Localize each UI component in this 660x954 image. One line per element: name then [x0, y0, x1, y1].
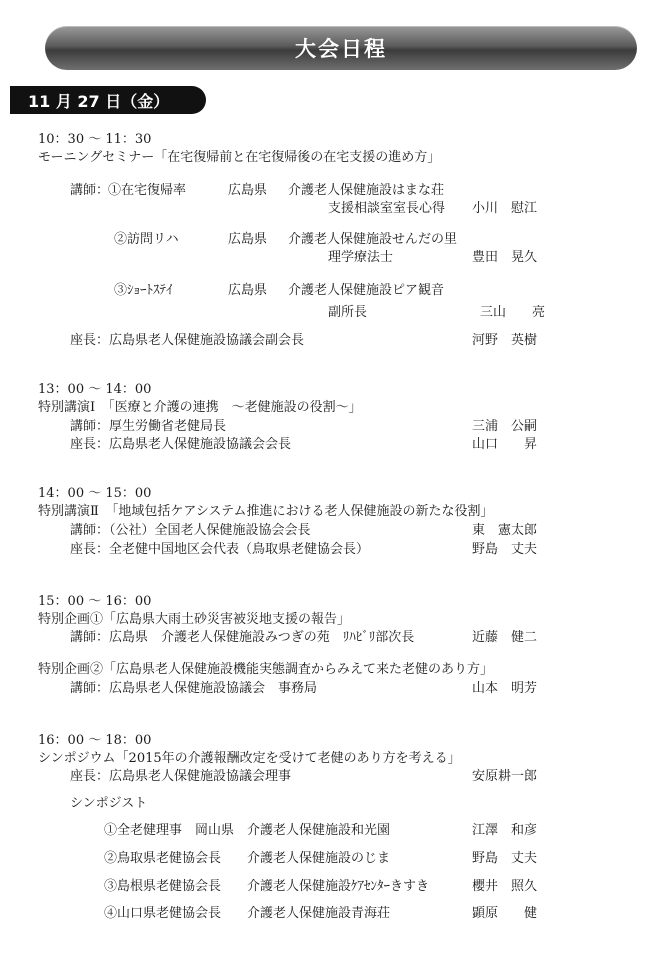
session1-lecturer3-org: 介護老人保健施設ピア観音 — [288, 283, 445, 298]
session1-lecturer2-name: 豊田 晃久 — [472, 250, 538, 265]
session1-chair: 座長：広島県老人保健施設協議会副会長 — [70, 333, 305, 348]
session1-lecturer1-role: 支援相談室室長心得 — [328, 201, 446, 216]
panelist-2: ②鳥取県老健協会長 介護老人保健施設のじま — [104, 851, 391, 866]
panelist-4-name: 顕原 健 — [472, 906, 538, 921]
session1-lecturer1-name: 小川 慰江 — [472, 201, 538, 216]
session5-chair: 座長：広島県老人保健施設協議会理事 — [70, 769, 292, 784]
session2-chair: 座長：広島県老人保健施設協議会会長 — [70, 437, 292, 452]
session1-lecturer3-name: 三山 亮 — [480, 305, 546, 320]
session2-title: 特別講演Ⅰ 「医療と介護の連携 〜老健施設の役割〜」 — [38, 400, 362, 415]
session3-chair-name: 野島 丈夫 — [472, 542, 538, 557]
session4-title2: 特別企画②「広島県老人保健施設機能実態調査からみえて来た老健のあり方」 — [38, 662, 494, 677]
session3-title: 特別講演Ⅱ 「地域包括ケアシステム推進における老人保健施設の新たな役割」 — [38, 504, 494, 519]
session3-lecturer: 講師：（公社）全国老人保健施設協会会長 — [70, 523, 311, 538]
session3-chair: 座長：全老健中国地区会代表（鳥取県老健協会長） — [70, 542, 370, 557]
session1-lecturer3-topic: ③ｼｮｰﾄｽﾃｲ — [114, 283, 173, 298]
session4-time: 15：00 〜 16：00 — [38, 594, 152, 609]
session1-title: モーニングセミナー「在宅復帰前と在宅復帰後の在宅支援の進め方」 — [38, 150, 441, 165]
session3-lecturer-name: 東 憲太郎 — [472, 523, 538, 538]
session2-chair-name: 山口 昇 — [472, 437, 538, 452]
session1-lecturer3-pref: 広島県 — [228, 283, 268, 298]
session5-title: シンポジウム「2015年の介護報酬改定を受けて老健のあり方を考える」 — [38, 751, 461, 766]
session2-lecturer: 講師：厚生労働省老健局長 — [70, 419, 227, 434]
date-label: 11 月 27 日（金） — [28, 92, 170, 111]
session1-lecturer2-topic: ②訪問リハ — [114, 232, 179, 247]
panelist-1-name: 江澤 和彦 — [472, 823, 538, 838]
session1-lecturer2-pref: 広島県 — [228, 232, 268, 247]
panelist-4: ④山口県老健協会長 介護老人保健施設青海荘 — [104, 906, 391, 921]
session1-lecturer1-topic: ①在宅復帰率 — [108, 183, 187, 198]
schedule-banner — [45, 26, 637, 70]
panelist-1: ①全老健理事 岡山県 介護老人保健施設和光園 — [104, 823, 391, 838]
session3-time: 14：00 〜 15：00 — [38, 486, 152, 501]
session4-lecturer2-name: 山本 明芳 — [472, 681, 538, 696]
panelist-2-name: 野島 丈夫 — [472, 851, 538, 866]
session1-lecturer2-org: 介護老人保健施設せんだの里 — [288, 232, 458, 247]
session2-time: 13：00 〜 14：00 — [38, 382, 152, 397]
session1-lecturer-prefix: 講師： — [70, 183, 110, 198]
panelists-heading: シンポジスト — [70, 796, 148, 811]
session4-lecturer-name: 近藤 健二 — [472, 630, 538, 645]
session4-lecturer2: 講師：広島県老人保健施設協議会 事務局 — [70, 681, 318, 696]
panelist-3-name: 櫻井 照久 — [472, 879, 538, 894]
session1-time: 10：30 〜 11：30 — [38, 132, 152, 147]
panelist-3: ③島根県老健協会長 介護老人保健施設ｹｱｾﾝﾀｰきすき — [104, 879, 430, 894]
session4-lecturer: 講師：広島県 介護老人保健施設みつぎの苑 ﾘﾊﾋﾞﾘ部次長 — [70, 630, 415, 645]
page-title: 大会日程 — [295, 37, 387, 61]
date-tab — [10, 86, 206, 114]
session1-lecturer1-org: 介護老人保健施設はまな荘 — [288, 183, 445, 198]
session1-lecturer1-pref: 広島県 — [228, 183, 268, 198]
session4-title: 特別企画①「広島県大雨土砂災害被災地支援の報告」 — [38, 612, 351, 627]
session1-chair-name: 河野 英樹 — [472, 333, 538, 348]
session1-lecturer2-role: 理学療法士 — [328, 250, 394, 265]
session2-lecturer-name: 三浦 公嗣 — [472, 419, 538, 434]
session1-lecturer3-role: 副所長 — [328, 305, 368, 320]
session5-time: 16：00 〜 18：00 — [38, 733, 152, 748]
session5-chair-name: 安原耕一郎 — [472, 769, 538, 784]
